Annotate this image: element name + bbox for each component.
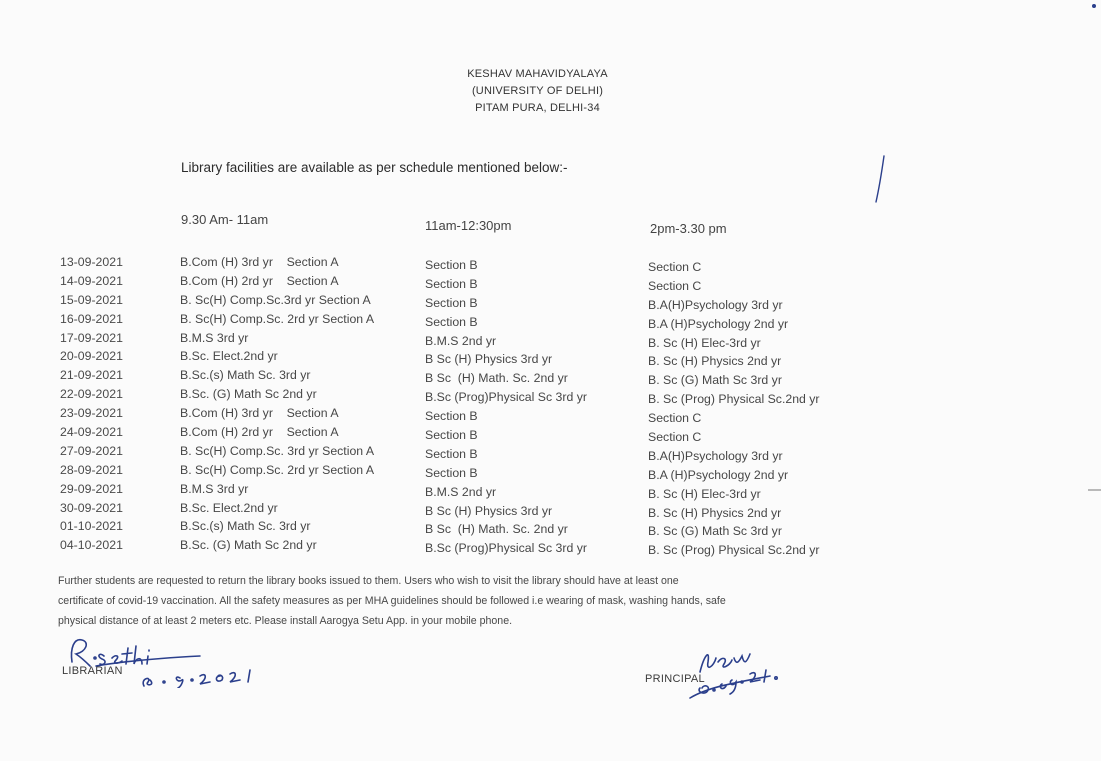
slot1-cell: B.Com (H) 3rd yr Section A: [180, 406, 339, 421]
date-cell: 21-09-2021: [60, 368, 123, 383]
slot2-cell: B Sc (H) Math. Sc. 2nd yr: [425, 371, 568, 386]
slot2-cell: B.Sc (Prog)Physical Sc 3rd yr: [425, 390, 587, 405]
slot-heading-2: 11am-12:30pm: [425, 218, 512, 233]
college-header: [0, 66, 1101, 117]
slot3-cell: B. Sc (H) Physics 2nd yr: [648, 354, 782, 369]
corner-dot-mark: [1085, 0, 1101, 12]
slot1-cell: B.Com (H) 2rd yr Section A: [180, 273, 339, 288]
note-line-2: certificate of covid-19 vaccination. All the safety measures as per MHA guidelines should be followed i.e wearing of mask, washing hands, safe: [58, 595, 726, 607]
slot1-cell: B.Sc. Elect.2nd yr: [180, 500, 278, 515]
slot1-cell: B.Sc.(s) Math Sc. 3rd yr: [180, 519, 311, 534]
college-name: KESHAV MAHAVIDYALAYA: [467, 68, 608, 80]
slot2-cell: B Sc (H) Math. Sc. 2nd yr: [425, 522, 568, 537]
slot3-column: [648, 258, 820, 560]
slot3-cell: B.A (H)Psychology 2nd yr: [648, 467, 789, 482]
slot1-cell: B.Com (H) 2rd yr Section A: [180, 425, 339, 440]
slot3-cell: B. Sc (H) Elec-3rd yr: [648, 335, 761, 350]
date-cell: 04-10-2021: [60, 538, 123, 553]
date-cell: 20-09-2021: [60, 349, 123, 364]
slot-heading-3: 2pm-3.30 pm: [650, 221, 727, 236]
slot2-cell: B.M.S 2nd yr: [425, 333, 497, 348]
slot3-cell: Section C: [648, 278, 702, 293]
date-cell: 16-09-2021: [60, 311, 123, 326]
slot3-cell: B. Sc (Prog) Physical Sc.2nd yr: [648, 543, 820, 558]
slot1-cell: B.Com (H) 3rd yr Section A: [180, 255, 339, 269]
slot2-cell: Section B: [425, 295, 478, 310]
note-line-3: physical distance of at least 2 meters etc. Please install Aarogya Setu App. in your mobile phone.: [58, 615, 513, 627]
slot2-cell: Section B: [425, 409, 478, 424]
note-line-1: Further students are requested to return the library books issued to them. Users who wish to visit the library should have at least one: [58, 575, 679, 587]
slot3-cell: B.A(H)Psychology 3rd yr: [648, 448, 783, 463]
slot1-cell: B.Sc. Elect.2nd yr: [180, 349, 278, 364]
pen-stroke-mark: [870, 150, 890, 210]
slot-heading-1: 9.30 Am- 11am: [181, 212, 269, 227]
slot3-cell: B. Sc (Prog) Physical Sc.2nd yr: [648, 392, 820, 407]
slot1-cell: B.M.S 3rd yr: [180, 330, 249, 345]
slot3-cell: Section C: [648, 260, 702, 274]
date-cell: 13-09-2021: [60, 255, 123, 269]
slot3-cell: B. Sc (G) Math Sc 3rd yr: [648, 373, 782, 388]
slot2-cell: B.Sc (Prog)Physical Sc 3rd yr: [425, 541, 587, 556]
principal-signature: [670, 636, 790, 706]
schedule-heading: Library facilities are available as per schedule mentioned below:-: [181, 160, 568, 175]
slot3-cell: Section C: [648, 411, 702, 426]
date-cell: 22-09-2021: [60, 387, 123, 402]
librarian-signature: [60, 628, 290, 688]
slot3-cell: B.A(H)Psychology 3rd yr: [648, 297, 783, 312]
date-cell: 01-10-2021: [60, 519, 123, 534]
date-cell: 28-09-2021: [60, 462, 123, 477]
slot2-cell: B.M.S 2nd yr: [425, 484, 497, 499]
date-cell: 14-09-2021: [60, 273, 123, 288]
slot2-column: [425, 256, 587, 558]
slot2-cell: Section B: [425, 465, 478, 480]
slot1-cell: B.Sc.(s) Math Sc. 3rd yr: [180, 368, 311, 383]
slot2-cell: Section B: [425, 276, 478, 291]
slot3-cell: Section C: [648, 430, 702, 445]
slot1-cell: B.Sc. (G) Math Sc 2nd yr: [180, 387, 317, 402]
date-cell: 27-09-2021: [60, 443, 123, 458]
librarian-label: LIBRARIAN: [62, 665, 123, 677]
dates-column: [60, 253, 123, 555]
slot2-cell: B Sc (H) Physics 3rd yr: [425, 503, 553, 518]
slot3-cell: B. Sc (G) Math Sc 3rd yr: [648, 524, 782, 539]
slot1-cell: B.Sc. (G) Math Sc 2nd yr: [180, 538, 317, 553]
date-cell: 29-09-2021: [60, 481, 123, 496]
slot3-cell: B. Sc (H) Elec-3rd yr: [648, 486, 761, 501]
slot2-cell: B Sc (H) Physics 3rd yr: [425, 352, 553, 367]
slot1-cell: B. Sc(H) Comp.Sc. 3rd yr Section A: [180, 443, 375, 458]
slot1-cell: B.M.S 3rd yr: [180, 481, 249, 496]
date-cell: 24-09-2021: [60, 425, 123, 440]
slot2-cell: Section B: [425, 428, 478, 443]
slot1-cell: B. Sc(H) Comp.Sc. 2rd yr Section A: [180, 462, 375, 477]
college-address: PITAM PURA, DELHI-34: [475, 102, 600, 114]
slot2-cell: Section B: [425, 314, 478, 329]
slot2-cell: Section B: [425, 446, 478, 461]
slot1-column: [180, 253, 374, 555]
date-cell: 23-09-2021: [60, 406, 123, 421]
date-cell: 30-09-2021: [60, 500, 123, 515]
slot3-cell: B.A (H)Psychology 2nd yr: [648, 316, 789, 331]
date-cell: 15-09-2021: [60, 292, 123, 307]
slot3-cell: B. Sc (H) Physics 2nd yr: [648, 505, 782, 520]
principal-label: PRINCIPAL: [645, 673, 705, 685]
slot1-cell: B. Sc(H) Comp.Sc. 2rd yr Section A: [180, 311, 375, 326]
university-name: (UNIVERSITY OF DELHI): [471, 85, 604, 97]
margin-dash-mark: [1088, 488, 1101, 492]
slot2-cell: Section B: [425, 258, 478, 272]
slot1-cell: B. Sc(H) Comp.Sc.3rd yr Section A: [180, 292, 371, 307]
instructions-note: [58, 571, 858, 631]
date-cell: 17-09-2021: [60, 330, 123, 345]
